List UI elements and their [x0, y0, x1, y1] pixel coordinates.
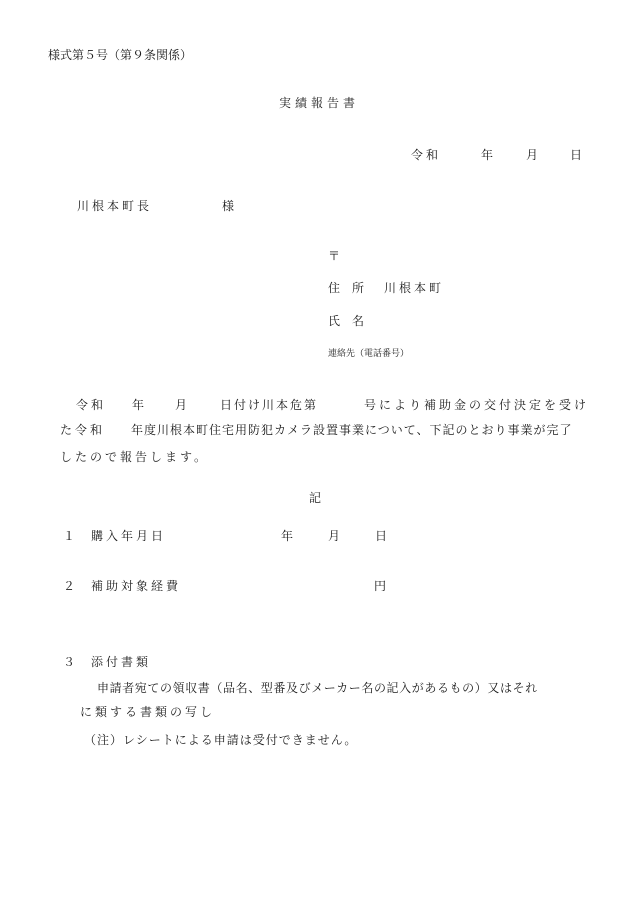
item-label: 添付書類 — [91, 655, 152, 669]
item-number: ２ — [63, 579, 76, 593]
body-line3: したので報告します。 — [60, 450, 210, 464]
item-day: 日 — [375, 529, 388, 543]
address-label: 住 所 — [328, 281, 365, 295]
date-year: 年 — [481, 148, 494, 162]
body-year: 年 — [132, 398, 145, 412]
attachment-note: （注）レシートによる申請は受付できません。 — [84, 733, 358, 747]
date-day: 日 — [570, 148, 583, 162]
postal-mark: 〒 — [328, 249, 341, 263]
contact-label: 連絡先（電話番号） — [328, 349, 410, 359]
document-title: 実績報告書 — [279, 96, 360, 110]
item-year: 年 — [281, 529, 294, 543]
body-line2-b: 年度川根本町住宅用防犯カメラ設置事業について、下記のとおり事業が完了 — [131, 423, 573, 437]
name-label: 氏 名 — [328, 314, 365, 328]
body-line2-a: た令和 — [60, 423, 106, 437]
body-era: 令和 — [76, 398, 107, 412]
attachment-desc-line1: 申請者宛ての領収書（品名、型番及びメーカー名の記入があるもの）又はそれ — [97, 681, 538, 695]
addressee-name: 川根本町長 — [77, 199, 153, 213]
item-label: 補助対象経費 — [91, 579, 182, 593]
item-number: １ — [63, 529, 76, 543]
date-month: 月 — [526, 148, 539, 162]
item-label: 購入年月日 — [91, 529, 167, 543]
body-month: 月 — [175, 398, 188, 412]
item-month: 月 — [328, 529, 341, 543]
body-line1-rest: 号により補助金の交付決定を受け — [364, 398, 590, 412]
item-number: ３ — [63, 655, 76, 669]
addressee-honorific: 様 — [222, 199, 235, 213]
body-line1-text: 日付け川本危第 — [220, 398, 319, 412]
item-unit: 円 — [374, 579, 387, 593]
attachment-desc-line2: に類する書類の写し — [80, 705, 216, 719]
date-era: 令和 — [411, 148, 442, 162]
form-label: 様式第５号（第９条関係） — [48, 48, 193, 62]
ki-heading: 記 — [309, 491, 322, 505]
address-value: 川根本町 — [384, 281, 445, 295]
